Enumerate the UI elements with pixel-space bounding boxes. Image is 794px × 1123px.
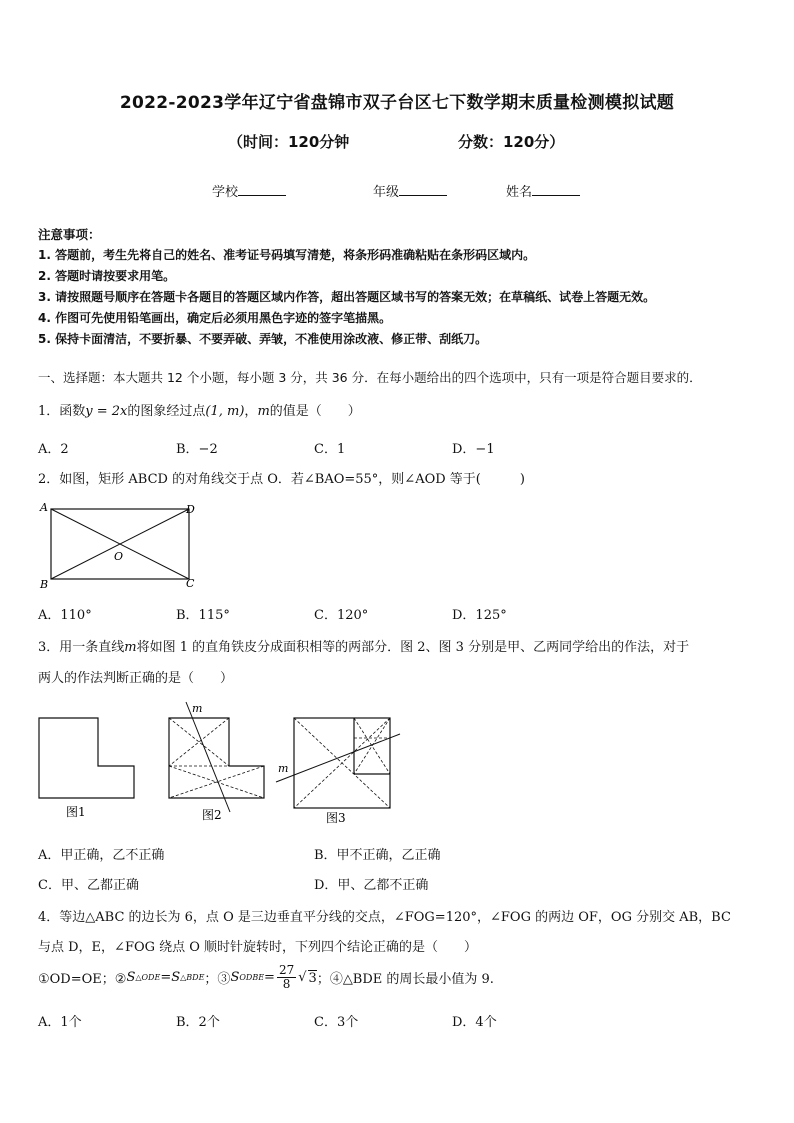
name-label: 姓名 (506, 185, 533, 200)
page-title: 2022-2023学年辽宁省盘锦市双子台区七下数学期末质量检测模拟试题 (119, 93, 675, 113)
q4-s: S (171, 970, 181, 985)
time-label: （时间：120分钟 (228, 133, 350, 151)
figure-3-m-label: m (278, 762, 289, 775)
q2-option-c[interactable]: C．120° (314, 608, 369, 623)
notice-item: 5. 保持卡面清洁，不要折暴、不要弄破、弄皱，不准使用涂改液、修正带、刮纸刀。 (38, 332, 488, 346)
q4-s: S (230, 970, 240, 985)
question-3-line1 (38, 636, 689, 655)
q1-text: 的值是（ ） (269, 404, 361, 419)
q4-eq: = (160, 970, 172, 985)
q4-s-sub: ODBE (239, 973, 265, 982)
q4-text: ；③ (204, 972, 231, 987)
q2-option-a[interactable]: A．110° (38, 608, 92, 623)
figure-2-m-label: m (192, 702, 203, 715)
q4-s-sub: △BDE (180, 973, 205, 982)
q2-option-b[interactable]: B．115° (176, 608, 230, 623)
q4-option-d[interactable]: D．4个 (452, 1015, 497, 1030)
notice-heading: 注意事项： (38, 227, 101, 242)
q3-option-a[interactable]: A．甲正确，乙不正确 (38, 848, 165, 863)
label-o: O (114, 550, 124, 563)
q4-text: ；④△BDE 的周长最小值为 9. (316, 972, 494, 987)
q1-option-a[interactable]: A．2 (38, 442, 69, 457)
section-heading: 一、选择题：本大题共 12 个小题，每小题 3 分，共 36 分．在每小题给出的四个选项中，只有一项是符合题目要求的． (38, 370, 702, 385)
q1-text: 1．函数 (38, 404, 86, 419)
q3-option-d[interactable]: D．甲、乙都不正确 (314, 878, 429, 893)
question-3-line2: 两人的作法判断正确的是（ ） (38, 671, 234, 686)
notice-item: 1. 答题前，考生先将自己的姓名、准考证号码填写清楚，将条形码准确粘贴在条形码区域内。 (38, 248, 536, 262)
q4-s-sub: △ODE (135, 973, 161, 982)
figure-3-label: 图3 (326, 811, 346, 825)
figure-2 (164, 700, 270, 824)
sqrt-value: 3 (308, 970, 317, 986)
q2-option-d[interactable]: D．125° (452, 608, 507, 623)
q4-s: S (126, 970, 136, 985)
q1-option-c[interactable]: C．1 (314, 442, 346, 457)
figure-1 (36, 716, 136, 822)
school-label: 学校 (212, 185, 239, 200)
q3-option-c[interactable]: C．甲、乙都正确 (38, 878, 139, 893)
q4-text: ①OD=OE；② (38, 972, 127, 987)
school-blank[interactable] (238, 183, 286, 196)
question-2: 2．如图，矩形 ABCD 的对角线交于点 O．若∠BAO=55°，则∠AOD 等于( ) (38, 472, 525, 487)
q3-option-b[interactable]: B．甲不正确，乙正确 (314, 848, 441, 863)
figure-3 (274, 710, 404, 826)
name-field (506, 181, 580, 200)
figure-2-label: 图2 (202, 808, 222, 822)
label-d: D (186, 503, 195, 516)
q4-eq: = (264, 970, 275, 985)
question-4-conclusions (38, 964, 494, 991)
sqrt-sign: √ (298, 970, 307, 985)
notice-item: 3. 请按照题号顺序在答题卡各题目的答题区域内作答，超出答题区域书写的答案无效；在草稿纸、试卷上答题无效。 (38, 290, 656, 304)
question-4-line1: 4．等边△ABC 的边长为 6，点 O 是三边垂直平分线的交点，∠FOG=120°，∠FOG 的两边 OF，OG 分别交 AB，BC (38, 910, 731, 925)
school-field (212, 181, 286, 200)
fraction-numerator: 27 (278, 963, 295, 977)
grade-label: 年级 (373, 185, 400, 200)
q1-text: 的图象经过点 (127, 404, 206, 419)
grade-field (373, 181, 447, 200)
question-4-line2: 与点 D，E，∠FOG 绕点 O 顺时针旋转时，下列四个结论正确的是（ ） (38, 940, 478, 955)
fraction-denominator: 8 (282, 977, 291, 991)
figure-1-label: 图1 (66, 805, 86, 819)
q1-var: m (257, 404, 270, 419)
grade-blank[interactable] (399, 183, 447, 196)
q4-option-a[interactable]: A．1个 (38, 1015, 82, 1030)
notice-item: 2. 答题时请按要求用笔。 (38, 269, 176, 283)
q4-fraction (277, 964, 296, 991)
notice-item: 4. 作图可先使用铅笔画出，确定后必须用黑色字迹的签字笔描黑。 (38, 311, 392, 325)
q3-text: 将如图 1 的直角铁皮分成面积相等的两部分．图 2、图 3 分别是甲、乙两同学给出的作法，对于 (136, 640, 690, 655)
q1-option-d[interactable]: D．−1 (452, 442, 495, 457)
q1-function: y = 2x (85, 404, 128, 419)
label-c: C (186, 577, 195, 590)
question-1 (38, 400, 361, 419)
q3-var: m (124, 640, 137, 655)
label-b: B (40, 578, 49, 591)
rectangle-figure (36, 500, 206, 592)
score-label: 分数：120分） (458, 133, 565, 151)
name-blank[interactable] (532, 183, 580, 196)
q4-option-c[interactable]: C．3个 (314, 1015, 359, 1030)
q4-option-b[interactable]: B．2个 (176, 1015, 220, 1030)
q1-text: ， (244, 404, 258, 419)
label-a: A (40, 501, 48, 514)
q3-text: 3．用一条直线 (38, 640, 125, 655)
q1-option-b[interactable]: B．−2 (176, 442, 218, 457)
q1-point: (1, m) (205, 404, 245, 419)
